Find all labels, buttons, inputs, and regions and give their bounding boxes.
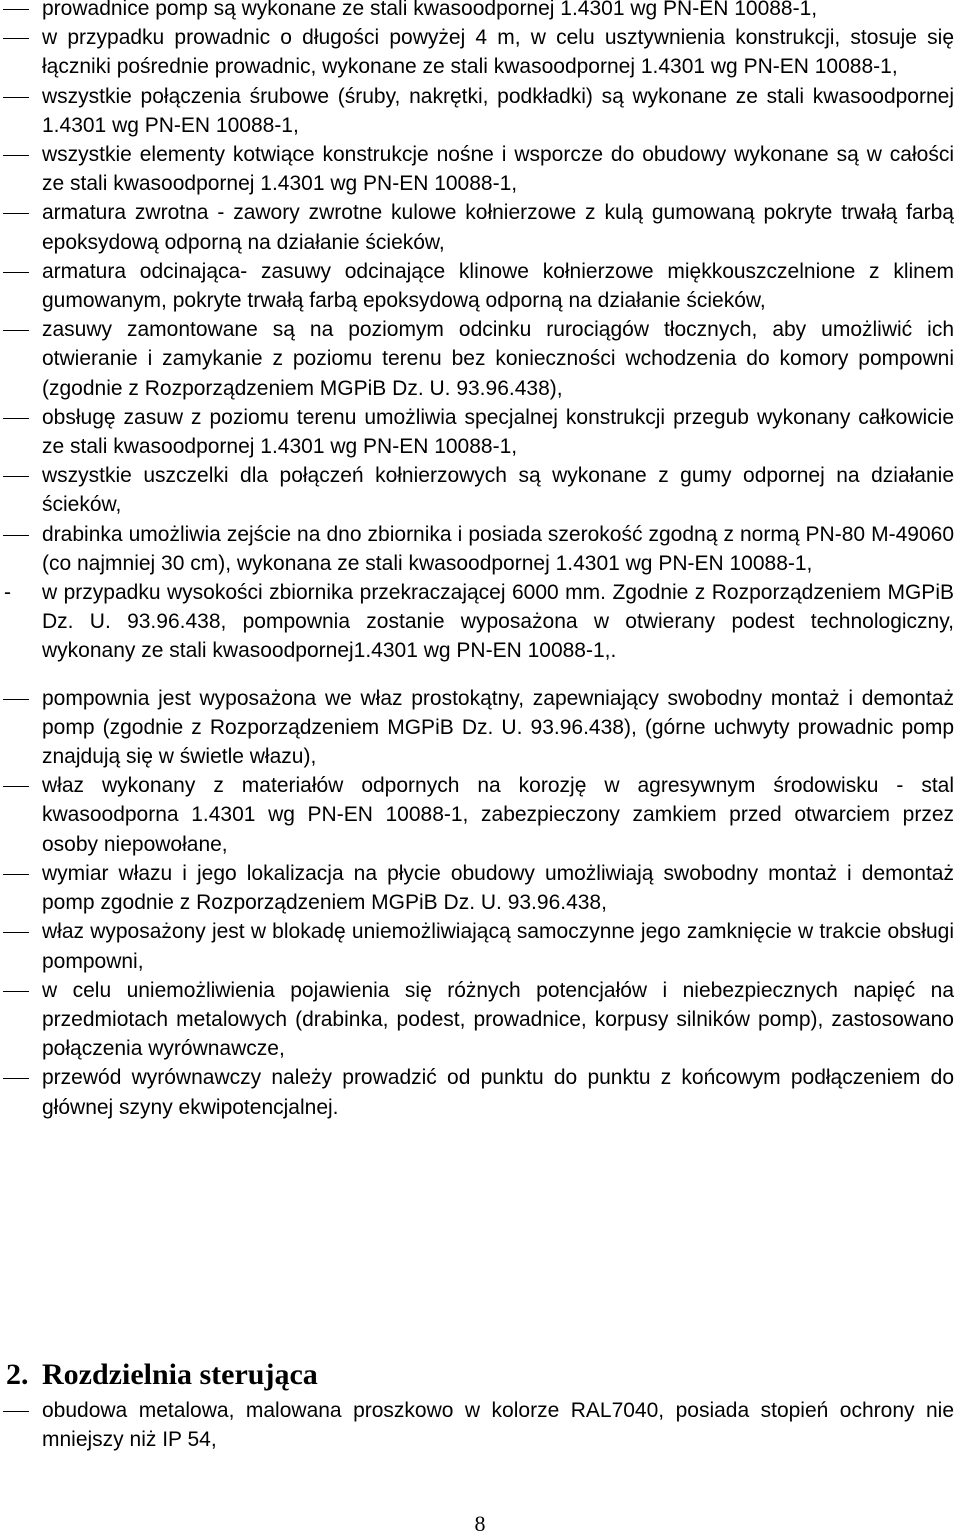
list-item [0, 198, 960, 256]
list-item [0, 82, 960, 140]
list-item [0, 684, 960, 772]
list-item-text: drabinka umożliwia zejście na dno zbiornika i posiada szerokość zgodną z normą PN-80 M-49060 (co najmniej 30 cm), wykonana ze stali kwasoodpornej 1.4301 wg PN-EN 10088-1, [42, 522, 954, 575]
section-heading [6, 1355, 318, 1395]
list-item [0, 520, 960, 578]
list-item [0, 315, 960, 403]
list-item [0, 1396, 960, 1454]
list-item [0, 140, 960, 198]
hyphen-bullet-icon: - [4, 581, 11, 605]
list-item-text: przewód wyrównawczy należy prowadzić od punktu do punktu z końcowym podłączeniem do głównej szyny ekwipotencjalnej. [42, 1066, 954, 1119]
list-item-text: zasuwy zamontowane są na poziomym odcinku rurociągów tłocznych, aby umożliwić ich otwieranie i zamykanie z poziomu terenu bez konieczności wchodzenia do komory pompowni (zgodnie z Rozporządzeniem MGPiB Dz. U. 93.96.438), [42, 318, 954, 400]
list-item-text: armatura odcinająca- zasuwy odcinające klinowe kołnierzowe miękkouszczelnione z klinem gumowanym, pokryte trwałą farbą epoksydową odporną na działanie ścieków, [42, 259, 954, 313]
list-item [0, 771, 960, 859]
list-item [0, 976, 960, 1064]
list-item-text: wszystkie elementy kotwiące konstrukcje nośne i wsporcze do obudowy wykonane są w całości ze stali kwasoodpornej 1.4301 wg PN-EN 10088-1, [42, 143, 954, 196]
list-item [0, 23, 960, 81]
list-item-text: właz wyposażony jest w blokadę uniemożliwiającą samoczynne jego zamknięcie w trakcie obsługi pompowni, [42, 920, 954, 973]
list-item [0, 403, 960, 461]
list-item [0, 859, 960, 917]
list-item-text: w przypadku wysokości zbiornika przekraczającej 6000 mm. Zgodnie z Rozporządzeniem MGPiB Dz. U. 93.96.438, pompownia zostanie wyposażona w otwierany podest technologiczny, wykonany ze stali kwasoodpornej1.4301 wg PN-EN 10088-1,. [42, 581, 954, 663]
list-item-text: pompownia jest wyposażona we właz prostokątny, zapewniający swobodny montaż i demontaż pomp (zgodnie z Rozporządzeniem MGPiB Dz. U. 93.96.438), (górne uchwyty prowadnic pomp znajdują się w świetle włazu), [42, 686, 954, 769]
section-title: Rozdzielnia sterująca [42, 1358, 318, 1391]
list-item-text: wszystkie uszczelki dla połączeń kołnierzowych są wykonane z gumy odpornej na działanie ścieków, [42, 464, 954, 517]
list-item-text: obudowa metalowa, malowana proszkowo w kolorze RAL7040, posiada stopień ochrony nie mniejszy niż IP 54, [42, 1399, 954, 1452]
list-item-text: wymiar włazu i jego lokalizacja na płycie obudowy umożliwiają swobodny montaż i demontaż pomp zgodnie z Rozporządzeniem MGPiB Dz. U. 93.96.438, [42, 861, 954, 915]
list-item-text: prowadnice pomp są wykonane ze stali kwasoodpornej 1.4301 wg PN-EN 10088-1, [42, 0, 818, 20]
page-number: 8 [474, 1511, 486, 1536]
list-item-text: w przypadku prowadnic o długości powyżej 4 m, w celu usztywnienia konstrukcji, stosuje się łączniki pośrednie prowadnic, wykonane ze stali kwasoodpornej 1.4301 wg PN-EN 10088-1, [42, 26, 954, 79]
list-item [0, 578, 960, 666]
section-number: 2. [6, 1358, 29, 1391]
list-item [0, 1063, 960, 1121]
list-item-text: właz wykonany z materiałów odpornych na korozję w agresywnym środowisku - stal kwasoodporna 1.4301 wg PN-EN 10088-1, zabezpieczony zamkiem przed otwarciem przez osoby niepowołane, [42, 774, 954, 856]
list-item-text: armatura zwrotna - zawory zwrotne kulowe kołnierzowe z kulą gumowaną pokryte trwałą farbą epoksydową odporną na działanie ścieków, [42, 201, 954, 254]
list-item [0, 917, 960, 975]
list-item [0, 0, 960, 23]
section-requirements-list [0, 1396, 960, 1454]
list-item [0, 257, 960, 315]
list-item-text: wszystkie połączenia śrubowe (śruby, nakrętki, podkładki) są wykonane ze stali kwasoodpornej 1.4301 wg PN-EN 10088-1, [42, 84, 954, 137]
list-item-text: w celu uniemożliwienia pojawienia się różnych potencjałów i niebezpiecznych napięć na przedmiotach metalowych (drabinka, podest, prowadnice, korpusy silników pomp), zastosowano połączenia wyrównawcze, [42, 978, 954, 1061]
list-item-text: obsługę zasuw z poziomu terenu umożliwia specjalnej konstrukcji przegub wykonany całkowicie ze stali kwasoodpornej 1.4301 wg PN-EN 10088-1, [42, 405, 954, 459]
list-item [0, 461, 960, 519]
